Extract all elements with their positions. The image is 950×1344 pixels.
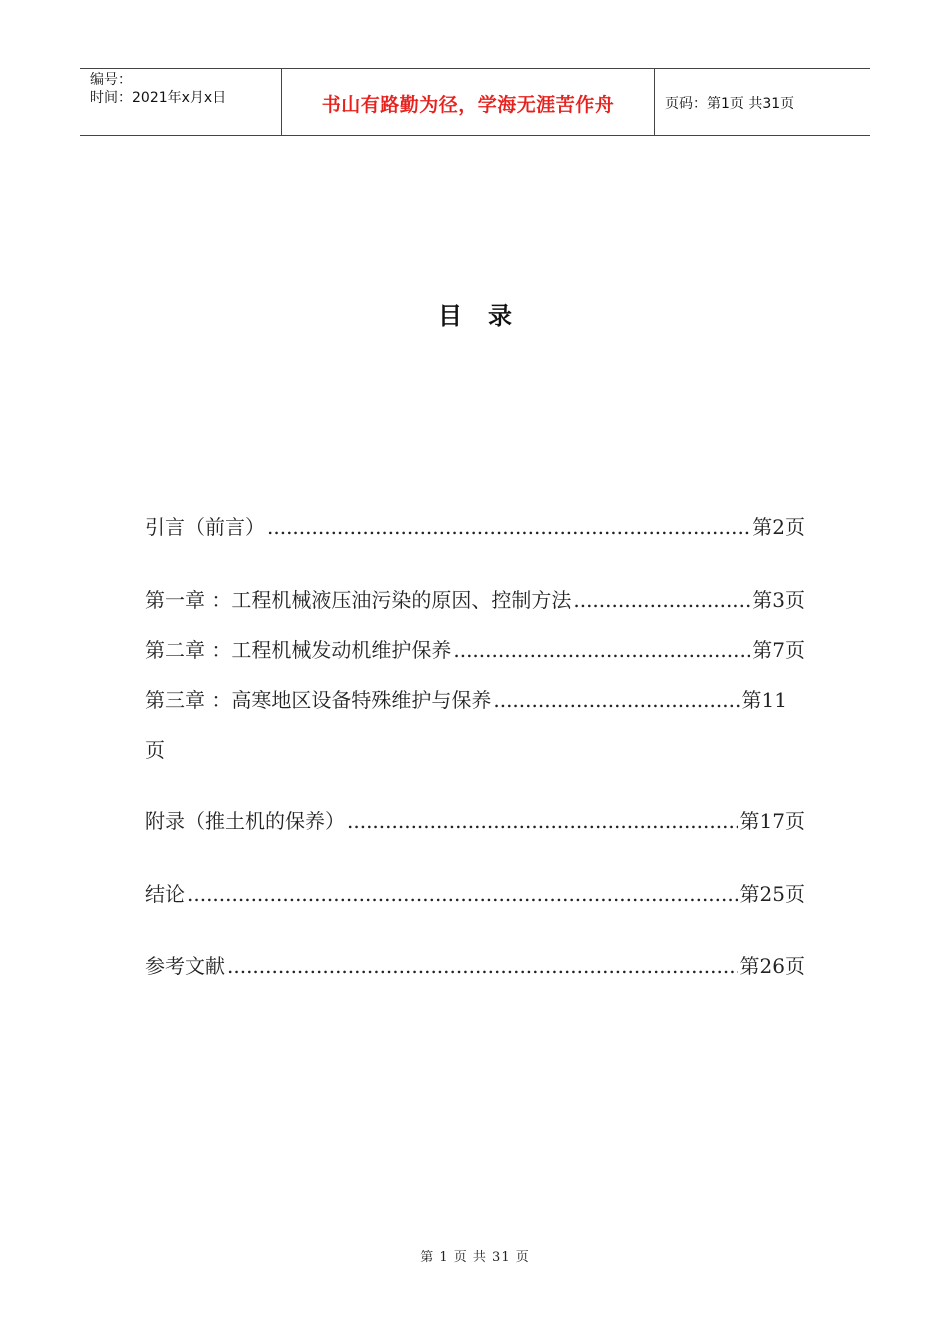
toc-entry-chapter-3-wrap: 页 bbox=[145, 738, 165, 762]
toc-entry-conclusion[interactable] bbox=[145, 879, 805, 909]
header-page-cell bbox=[655, 69, 870, 135]
toc-dot-leader bbox=[573, 585, 750, 615]
toc-dot-leader bbox=[493, 685, 739, 715]
header-page-info: 页码：第1页 共31页 bbox=[665, 96, 795, 112]
toc-entry-references[interactable] bbox=[145, 951, 805, 981]
toc-entry-label: 引言（前言） bbox=[145, 515, 265, 539]
toc-dot-leader bbox=[187, 879, 738, 909]
toc-entry-page: 第3页 bbox=[752, 588, 805, 612]
header-meta-cell bbox=[80, 69, 282, 135]
document-date-label: 时间：2021年x月x日 bbox=[90, 90, 227, 106]
toc-entry-label: 结论 bbox=[145, 882, 185, 906]
toc-entry-label: 第二章 ：工程机械发动机维护保养 bbox=[145, 638, 452, 662]
header-motto-cell bbox=[282, 69, 655, 135]
toc-entry-chapter-3[interactable] bbox=[145, 685, 787, 715]
document-number-label: 编号： bbox=[90, 72, 132, 88]
header-motto: 书山有路勤为径，学海无涯苦作舟 bbox=[321, 93, 615, 116]
page-footer: 第 1 页 共 31 页 bbox=[420, 1250, 530, 1265]
toc-dot-leader bbox=[267, 512, 750, 542]
toc-entry-page: 第25页 bbox=[739, 882, 805, 906]
toc-dot-leader bbox=[227, 951, 738, 981]
toc-entry-page: 第17页 bbox=[739, 809, 805, 833]
toc-entry-page: 第2页 bbox=[752, 515, 805, 539]
toc-entry-page: 第26页 bbox=[739, 954, 805, 978]
toc-entry-page: 第11 bbox=[741, 688, 787, 712]
toc-dot-leader bbox=[453, 635, 750, 665]
toc-entry-label: 附录（推土机的保养） bbox=[145, 809, 345, 833]
toc-entry-label: 参考文献 bbox=[145, 954, 225, 978]
toc-entry-preface[interactable] bbox=[145, 512, 805, 542]
toc-entry-chapter-2[interactable] bbox=[145, 635, 805, 665]
page-title: 目录 bbox=[438, 302, 538, 330]
toc-entry-appendix[interactable] bbox=[145, 806, 805, 836]
toc-entry-label: 第一章 ：工程机械液压油污染的原因、控制方法 bbox=[145, 588, 572, 612]
document-header bbox=[80, 68, 870, 136]
toc-dot-leader bbox=[347, 806, 738, 836]
toc-entry-chapter-1[interactable] bbox=[145, 585, 805, 615]
toc-entry-page: 第7页 bbox=[752, 638, 805, 662]
toc-entry-label: 第三章 ：高寒地区设备特殊维护与保养 bbox=[145, 688, 492, 712]
